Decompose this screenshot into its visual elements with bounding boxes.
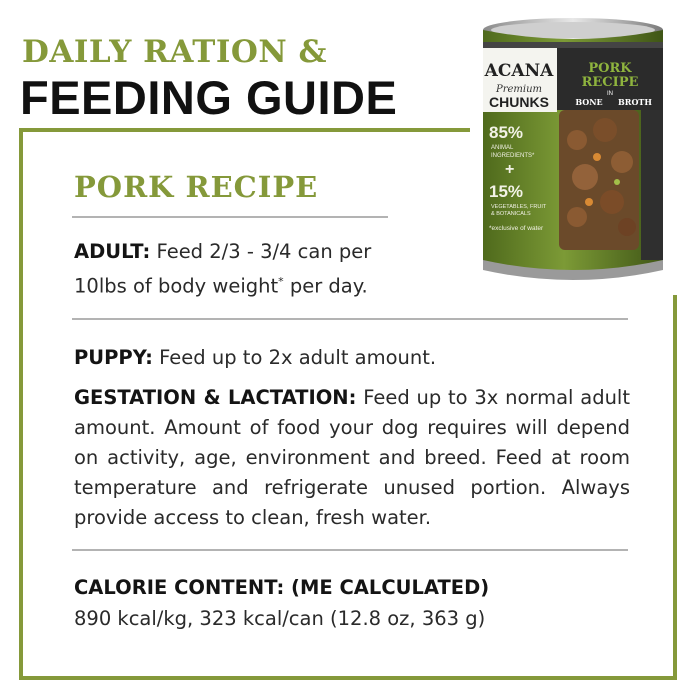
can-recipe-line1: PORK [588, 61, 632, 76]
page-title: FEEDING GUIDE [20, 71, 398, 124]
can-plus: + [505, 161, 515, 178]
calorie-heading [74, 573, 630, 603]
gestation-instructions [74, 383, 630, 533]
divider [72, 216, 388, 218]
can-exclusive: *exclusive of water [489, 225, 544, 232]
can-brand: ACANA [484, 61, 554, 81]
adult-text: Feed 2/3 - 3/4 can per 10lbs of body weight [74, 240, 372, 298]
puppy-text: Feed up to 2x adult amount. [152, 346, 437, 369]
can-in: IN [607, 91, 613, 97]
adult-instructions [74, 237, 404, 302]
gestation-text: Feed up to 3x normal adult amount. Amount of food your dog requires will depend on activity, age, environment and breed. Feed at room temperature and refrigerate unused portion. Always provide access to clean, fresh water. [74, 386, 630, 529]
can-broth: BROTH [618, 97, 652, 107]
gestation-label: GESTATION & LACTATION: [74, 386, 357, 409]
can-chunks: CHUNKS [489, 94, 549, 110]
can-pct1-text1: ANIMAL [491, 145, 514, 151]
can-pct2-text2: & BOTANICALS [491, 211, 531, 217]
adult-asterisk: * [278, 275, 284, 288]
puppy-instructions [74, 343, 634, 373]
title-line-1: DAILY RATION & [22, 34, 327, 70]
divider [72, 318, 628, 320]
calorie-label: CALORIE CONTENT: (ME CALCULATED) [74, 576, 490, 599]
can-pct1-text2: INGREDIENTS* [491, 153, 535, 159]
puppy-label: PUPPY: [74, 346, 153, 369]
calorie-value: 890 kcal/kg, 323 kcal/can (12.8 oz, 363 g) [74, 607, 486, 630]
can-pct1: 85% [489, 123, 524, 142]
recipe-title: PORK RECIPE [74, 170, 319, 204]
can-recipe-line2: RECIPE [581, 75, 639, 90]
divider [72, 549, 628, 551]
adult-text-end: per day. [283, 274, 368, 298]
can-bone: BONE [575, 97, 603, 107]
adult-label: ADULT: [74, 240, 151, 263]
can-pct2-text1: VEGETABLES, FRUIT [491, 204, 547, 210]
can-premium: Premium [495, 84, 543, 95]
product-can-image [477, 12, 669, 287]
can-pct2: 15% [489, 182, 524, 201]
